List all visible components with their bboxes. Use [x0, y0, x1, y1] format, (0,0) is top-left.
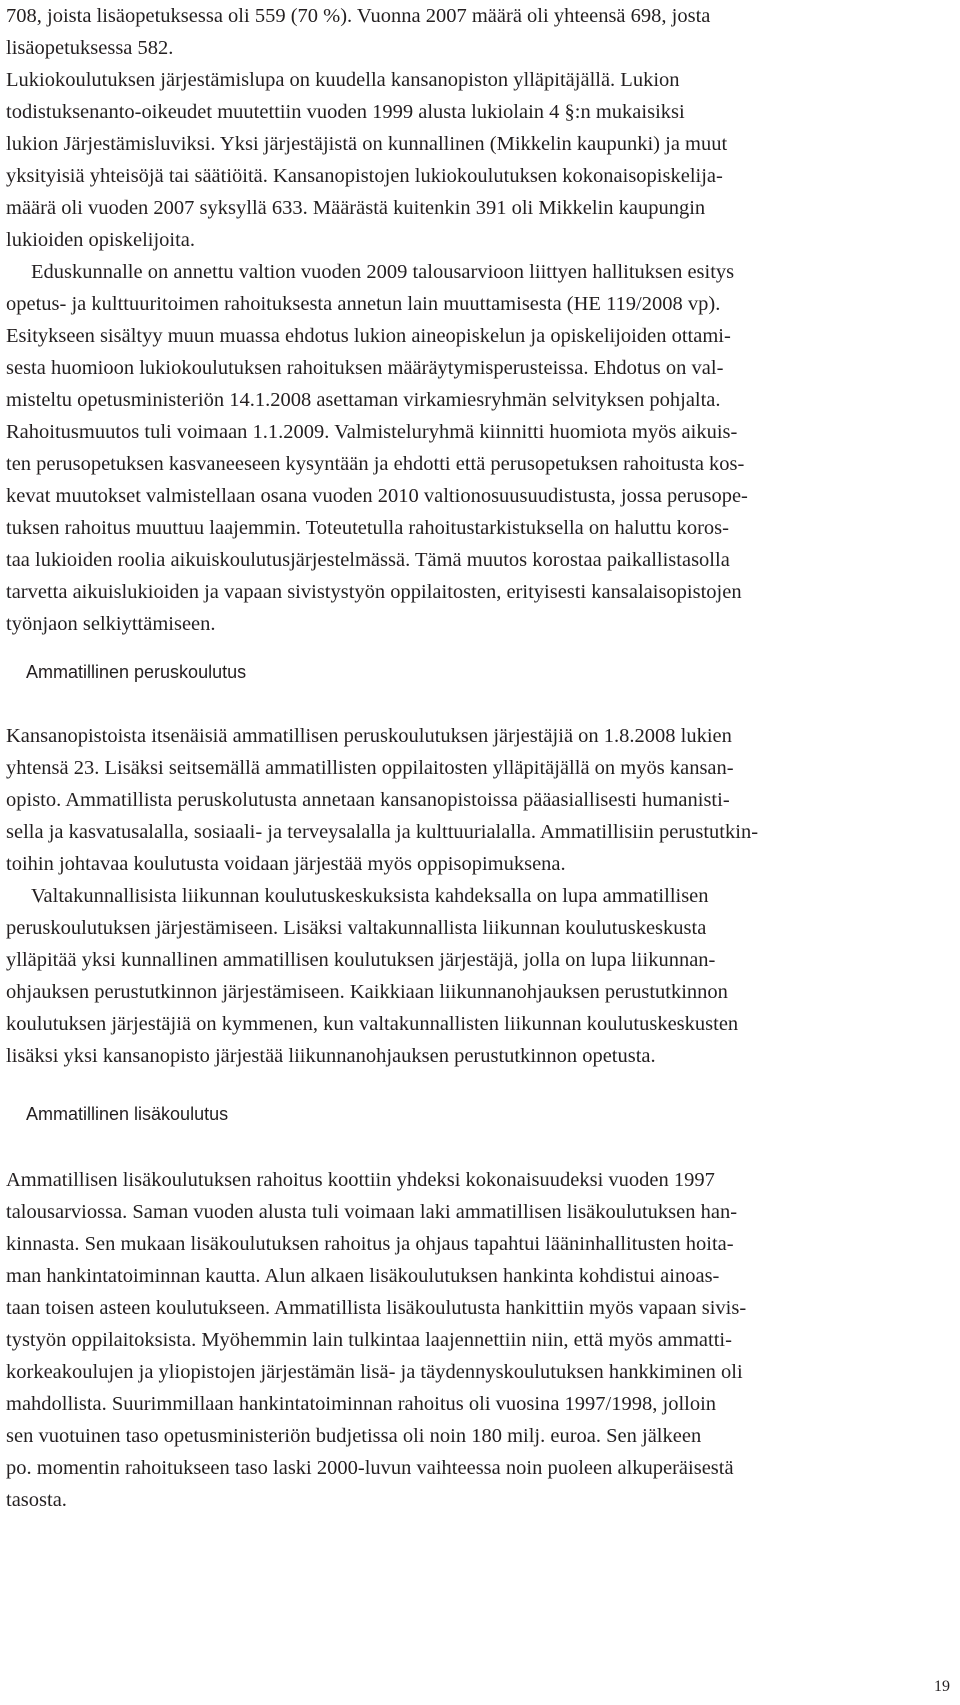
text-line: tasosta.: [6, 1489, 67, 1511]
text-line: korkeakoulujen ja yliopistojen järjestämän lisä- ja täydennyskoulutuksen hankkiminen oli: [6, 1361, 743, 1383]
text-line: ylläpitää yksi kunnallinen ammatillisen koulutuksen järjestäjä, jolla on lupa liikunnan-: [6, 949, 716, 971]
text-line: lukion Järjestämisluviksi. Yksi järjestäjistä on kunnallinen (Mikkelin kaupunki) ja muut: [6, 133, 728, 155]
text-line: Ammatillisen lisäkoulutuksen rahoitus koottiin yhdeksi kokonaisuudeksi vuoden 1997: [6, 1169, 715, 1191]
text-line: taa lukioiden roolia aikuiskoulutusjärjestelmässä. Tämä muutos korostaa paikallistasolla: [6, 549, 730, 571]
text-line: mahdollista. Suurimmillaan hankintatoiminnan rahoitus oli vuosina 1997/1998, jolloin: [6, 1393, 717, 1415]
text-line: lisäopetuksessa 582.: [6, 37, 174, 59]
text-line: yksityisiä yhteisöjä tai säätiöitä. Kansanopistojen lukiokoulutuksen kokonaisopiskelija-: [6, 165, 723, 187]
section-heading-ammatillinen-lisakoulutus: Ammatillinen lisäkoulutus: [26, 1104, 229, 1124]
text-line: po. momentin rahoitukseen taso laski 2000-luvun vaihteessa noin puoleen alkuperäisestä: [6, 1457, 734, 1479]
text-line: Esitykseen sisältyy muun muassa ehdotus lukion aineopiskelun ja opiskelijoiden ottami-: [6, 325, 731, 347]
text-line: opetus- ja kulttuuritoimen rahoituksesta annetun lain muuttamisesta (HE 119/2008 vp).: [6, 293, 721, 315]
body-text-section-2: [6, 720, 944, 1072]
text-line: sella ja kasvatusalalla, sosiaali- ja terveysalalla ja kulttuurialalla. Ammatillisiin perustutkin-: [6, 821, 759, 843]
text-line: Rahoitusmuutos tuli voimaan 1.1.2009. Valmisteluryhmä kiinnitti huomiota myös aikuis-: [6, 421, 738, 443]
text-line: man hankintatoiminnan kautta. Alun alkaen lisäkoulutuksen hankinta kohdistui ainoas-: [6, 1265, 720, 1287]
text-line: tystyön oppilaitoksista. Myöhemmin lain tulkintaa laajennettiin niin, että myös ammatti-: [6, 1329, 732, 1351]
text-line: todistuksenanto-oikeudet muutettiin vuoden 1999 alusta lukiolain 4 §:n mukaisiksi: [6, 101, 685, 123]
text-line: ten perusopetuksen kasvaneeseen kysyntään ja ehdotti että perusopetuksen rahoitusta kos-: [6, 453, 745, 475]
text-line: Valtakunnallisista liikunnan koulutuskeskuksista kahdeksalla on lupa ammatillisen: [31, 885, 709, 907]
text-line: taan toisen asteen koulutukseen. Ammatillista lisäkoulutusta hankittiin myös vapaan sivis-: [6, 1297, 747, 1319]
page-number: 19: [934, 1678, 950, 1695]
body-text-section-1: [6, 0, 944, 640]
text-line: Lukiokoulutuksen järjestämislupa on kuudella kansanopiston ylläpitäjällä. Lukion: [6, 69, 680, 91]
text-line: talousarviossa. Saman vuoden alusta tuli voimaan laki ammatillisen lisäkoulutuksen han-: [6, 1201, 738, 1223]
section-heading-ammatillinen-peruskoulutus: Ammatillinen peruskoulutus: [26, 662, 247, 682]
text-line: Eduskunnalle on annettu valtion vuoden 2009 talousarvioon liittyen hallituksen esitys: [31, 261, 735, 283]
text-line: työnjaon selkiyttämiseen.: [6, 613, 216, 635]
text-line: peruskoulutuksen järjestämiseen. Lisäksi valtakunnallista liikunnan koulutuskeskusta: [6, 917, 707, 939]
body-text-section-3: [6, 1164, 944, 1516]
text-line: Kansanopistoista itsenäisiä ammatillisen peruskoulutuksen järjestäjiä on 1.8.2008 lukien: [6, 725, 732, 747]
text-line: määrä oli vuoden 2007 syksyllä 633. Määrästä kuitenkin 391 oli Mikkelin kaupungin: [6, 197, 706, 219]
text-line: lisäksi yksi kansanopisto järjestää liikunnanohjauksen perustutkinnon opetusta.: [6, 1045, 656, 1067]
text-line: tuksen rahoitus muuttuu laajemmin. Toteutetulla rahoitustarkistuksella on haluttu koros-: [6, 517, 729, 539]
text-line: kinnasta. Sen mukaan lisäkoulutuksen rahoitus ja ohjaus tapahtui lääninhallitusten hoita-: [6, 1233, 734, 1255]
text-line: lukioiden opiskelijoita.: [6, 229, 196, 251]
text-line: yhtensä 23. Lisäksi seitsemällä ammatillisten oppilaitosten ylläpitäjällä on myös kansan-: [6, 757, 734, 779]
text-line: opisto. Ammatillista peruskolutusta annetaan kansanopistoissa pääasiallisesti humanisti-: [6, 789, 730, 811]
text-line: tarvetta aikuislukioiden ja vapaan sivistystyön oppilaitosten, erityisesti kansalaisopistojen: [6, 581, 742, 603]
text-line: koulutuksen järjestäjiä on kymmenen, kun valtakunnallisten liikunnan koulutuskeskusten: [6, 1013, 739, 1035]
text-line: misteltu opetusministeriön 14.1.2008 asettaman virkamiesryhmän selvityksen pohjalta.: [6, 389, 721, 411]
text-line: toihin johtavaa koulutusta voidaan järjestää myös oppisopimuksena.: [6, 853, 566, 875]
text-line: sesta huomioon lukiokoulutuksen rahoituksen määräytymisperusteissa. Ehdotus on val-: [6, 357, 724, 379]
text-line: sen vuotuinen taso opetusministeriön budjetissa oli noin 180 milj. euroa. Sen jälkeen: [6, 1425, 702, 1447]
text-line: 708, joista lisäopetuksessa oli 559 (70 %). Vuonna 2007 määrä oli yhteensä 698, josta: [6, 5, 711, 27]
text-line: ohjauksen perustutkinnon järjestämiseen. Kaikkiaan liikunnanohjauksen perustutkinnon: [6, 981, 728, 1003]
text-line: kevat muutokset valmistellaan osana vuoden 2010 valtionosuusuudistusta, jossa perusope-: [6, 485, 748, 507]
